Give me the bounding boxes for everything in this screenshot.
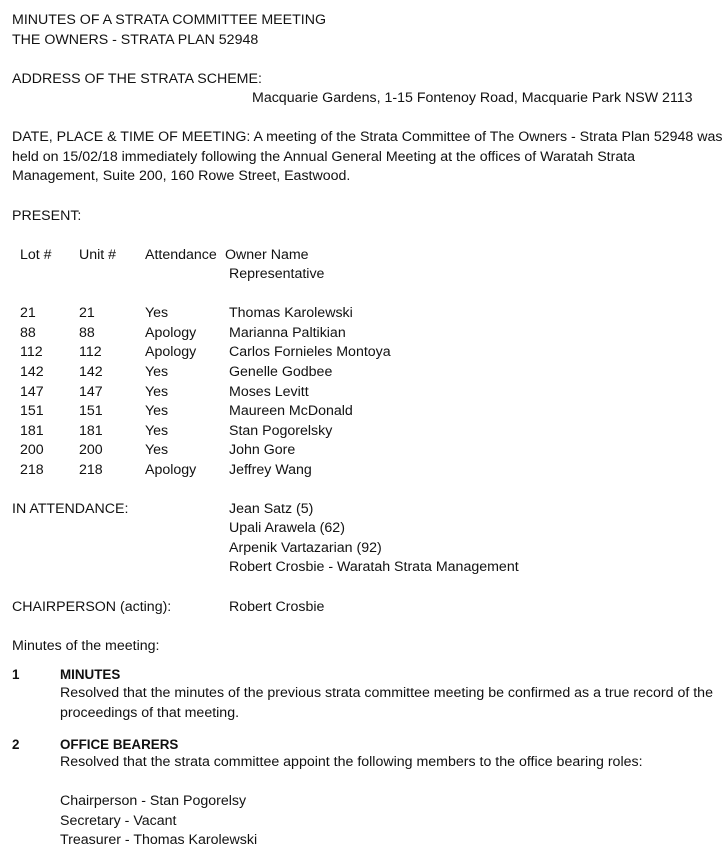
- cell-unit: 151: [79, 403, 103, 419]
- item-number: 2: [12, 737, 20, 752]
- item-text: Resolved that the minutes of the previous strata committee meeting be confirmed as a true record of the proceedings of that meeting.: [60, 685, 713, 721]
- cell-attendance: Yes: [145, 403, 169, 419]
- item-title: OFFICE BEARERS: [60, 737, 179, 752]
- cell-attendance: Yes: [145, 423, 169, 439]
- cell-unit: 142: [79, 364, 103, 380]
- cell-attendance: Yes: [145, 384, 169, 400]
- cell-owner-name: Thomas Karolewski: [229, 305, 353, 321]
- office-role: Treasurer - Thomas Karolewski: [60, 832, 258, 848]
- column-header-attendance: Attendance: [145, 247, 217, 263]
- cell-attendance: Yes: [145, 305, 169, 321]
- office-role: Chairperson - Stan Pogorelsy: [60, 793, 247, 809]
- cell-attendance: Apology: [145, 325, 197, 341]
- item-number: 1: [12, 667, 20, 682]
- present-label: PRESENT:: [12, 208, 82, 224]
- cell-owner-name: Maureen McDonald: [229, 403, 353, 419]
- cell-lot: 112: [20, 344, 43, 360]
- list-item: Robert Crosbie - Waratah Strata Management: [229, 559, 519, 575]
- cell-unit: 21: [79, 305, 95, 321]
- item-title: MINUTES: [60, 667, 121, 682]
- cell-owner-name: John Gore: [229, 442, 296, 458]
- cell-attendance: Yes: [145, 442, 169, 458]
- cell-lot: 218: [20, 462, 44, 478]
- cell-owner-name: Genelle Godbee: [229, 364, 333, 380]
- column-header-representative: Representative: [229, 266, 325, 282]
- column-header-lot: Lot #: [20, 247, 52, 263]
- address-value: Macquarie Gardens, 1-15 Fontenoy Road, Macquarie Park NSW 2113: [252, 90, 693, 106]
- cell-unit: 181: [79, 423, 103, 439]
- column-header-owner-name: Owner Name: [225, 247, 309, 263]
- cell-unit: 112: [79, 344, 102, 360]
- office-role: Secretary - Vacant: [60, 813, 177, 829]
- cell-owner-name: Stan Pogorelsky: [229, 423, 333, 439]
- cell-unit: 200: [79, 442, 103, 458]
- cell-owner-name: Carlos Fornieles Montoya: [229, 344, 391, 360]
- cell-lot: 181: [20, 423, 44, 439]
- cell-lot: 200: [20, 442, 44, 458]
- minutes-intro: Minutes of the meeting:: [12, 638, 160, 654]
- cell-lot: 142: [20, 364, 44, 380]
- address-label: ADDRESS OF THE STRATA SCHEME:: [12, 71, 262, 87]
- item-text: Resolved that the strata committee appoint the following members to the office bearing roles:: [60, 754, 643, 770]
- list-item: Upali Arawela (62): [229, 520, 345, 536]
- chairperson-name: Robert Crosbie: [229, 599, 325, 615]
- list-item: Arpenik Vartazarian (92): [229, 540, 382, 556]
- cell-unit: 88: [79, 325, 95, 341]
- column-header-unit: Unit #: [79, 247, 117, 263]
- cell-unit: 147: [79, 384, 103, 400]
- cell-lot: 88: [20, 325, 36, 341]
- cell-lot: 151: [20, 403, 44, 419]
- cell-owner-name: Marianna Paltikian: [229, 325, 346, 341]
- cell-lot: 147: [20, 384, 44, 400]
- cell-attendance: Apology: [145, 344, 197, 360]
- cell-owner-name: Jeffrey Wang: [229, 462, 312, 478]
- in-attendance-label: IN ATTENDANCE:: [12, 501, 129, 517]
- chairperson-label: CHAIRPERSON (acting):: [12, 599, 172, 615]
- date-place-time-paragraph: DATE, PLACE & TIME OF MEETING: A meeting of the Strata Committee of The Owners - Strata Plan 52948 was held on 15/02/18 immediately following the Annual General Meeting at the offices of Waratah Strata Management, Suite 200, 160 Rowe Street, Eastwood.: [12, 129, 723, 184]
- strata-plan-title: THE OWNERS - STRATA PLAN 52948: [12, 32, 259, 48]
- cell-unit: 218: [79, 462, 103, 478]
- cell-attendance: Yes: [145, 364, 169, 380]
- cell-attendance: Apology: [145, 462, 197, 478]
- cell-owner-name: Moses Levitt: [229, 384, 309, 400]
- cell-lot: 21: [20, 305, 36, 321]
- list-item: Jean Satz (5): [229, 501, 314, 517]
- document-title: MINUTES OF A STRATA COMMITTEE MEETING: [12, 12, 326, 28]
